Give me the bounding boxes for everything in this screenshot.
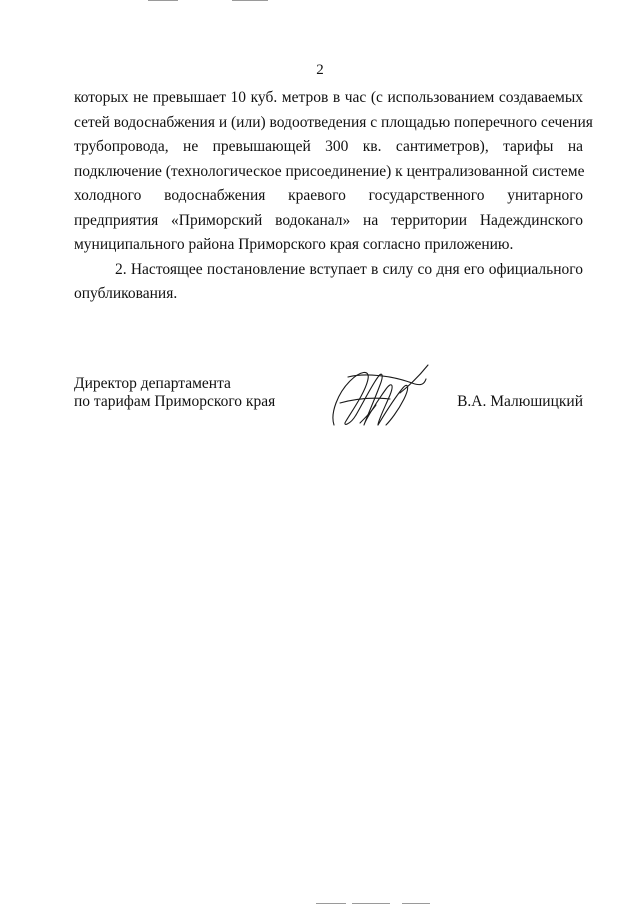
scan-edge-mark	[148, 0, 178, 1]
paragraph-tariffs	[74, 86, 593, 258]
paragraph-effective-date	[74, 258, 583, 307]
text-line: подключение (технологическое присоединение) к централизованной системе	[74, 162, 585, 180]
signatory-name: В.А. Малюшицкий	[457, 393, 583, 410]
handwritten-signature	[320, 363, 430, 433]
text-line: холодного водоснабжения краевого государственного унитарного	[74, 187, 583, 204]
document-body	[74, 86, 593, 307]
text-line: 2. Настоящее постановление вступает в силу со дня его официального	[115, 260, 583, 278]
page-number: 2	[316, 62, 324, 78]
scan-edge-mark	[402, 903, 430, 904]
text-line: трубопровода, не превышающей 300 кв. сантиметров), тарифы на	[74, 138, 583, 155]
signature-block	[74, 375, 583, 455]
signatory-title	[74, 375, 275, 411]
scan-edge-mark	[316, 903, 346, 904]
scan-edge-mark	[232, 0, 268, 1]
signatory-title-line: Директор департамента	[74, 375, 231, 392]
text-line: предприятия «Приморский водоканал» на территории Надеждинского	[74, 211, 583, 229]
text-line: муниципального района Приморского края согласно приложению.	[74, 236, 514, 253]
text-line: сетей водоснабжения и (или) водоотведения с площадью поперечного сечения	[74, 113, 593, 131]
signatory-title-line: по тарифам Приморского края	[74, 393, 276, 410]
scan-edge-mark	[352, 903, 390, 904]
text-line: которых не превышает 10 куб. метров в час (с использованием создаваемых	[74, 89, 583, 106]
text-line: опубликования.	[74, 285, 178, 302]
